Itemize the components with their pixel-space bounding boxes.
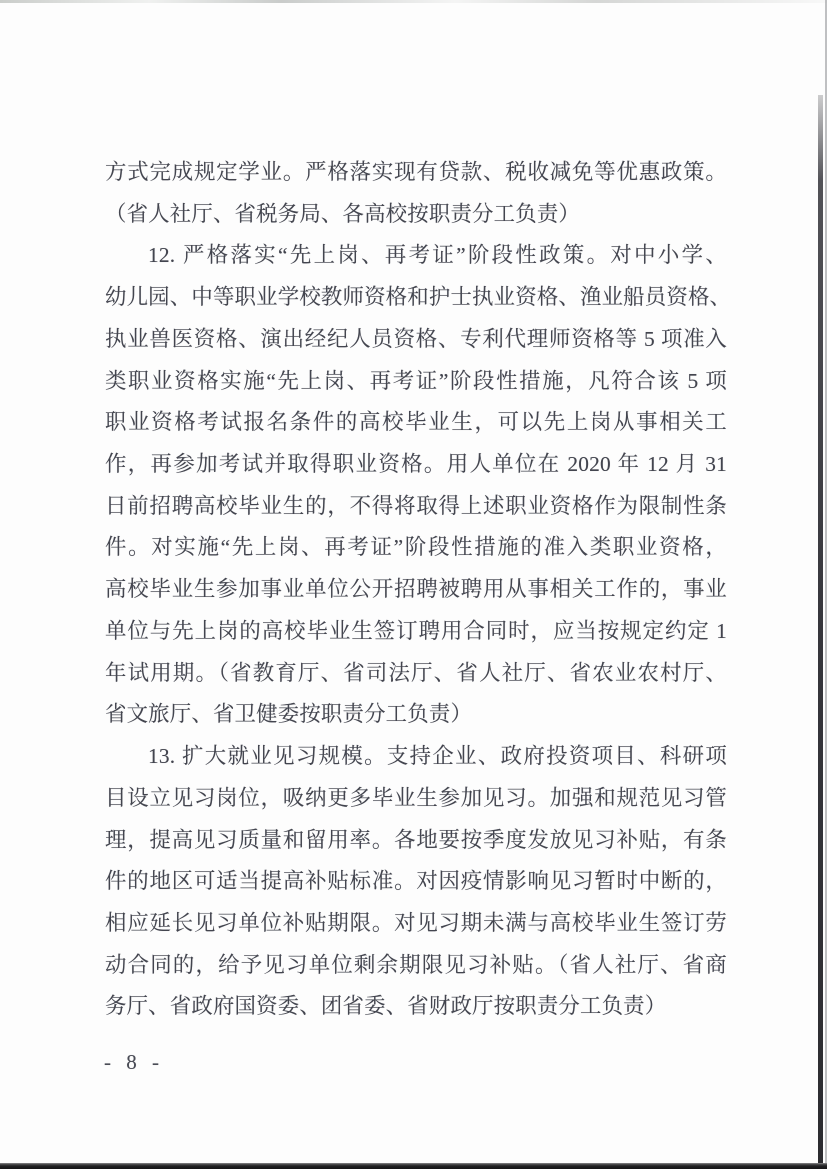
text-line: 理，提高见习质量和留用率。各地要按季度发放见习补贴，有条 bbox=[105, 827, 727, 852]
para-continuation bbox=[105, 152, 727, 235]
text-line: 日前招聘高校毕业生的，不得将取得上述职业资格作为限制性条 bbox=[105, 493, 727, 518]
text-line: 件的地区可适当提高补贴标准。对因疫情影响见习暂时中断的， bbox=[105, 869, 727, 894]
text-line: 作，再参加考试并取得职业资格。用人单位在 2020 年 12 月 31 bbox=[105, 452, 727, 477]
text-line: 12. 严格落实“先上岗、再考证”阶段性政策。对中小学、 bbox=[148, 243, 727, 268]
text-line: （省人社厅、省税务局、各高校按职责分工负责） bbox=[105, 201, 580, 226]
text-line: 方式完成规定学业。严格落实现有贷款、税收减免等优惠政策。 bbox=[105, 160, 727, 184]
text-line: 执业兽医资格、演出经纪人员资格、专利代理师资格等 5 项准入 bbox=[105, 326, 727, 351]
scan-edge-top bbox=[0, 0, 827, 3]
text-line: 类职业资格实施“先上岗、再考证”阶段性措施，凡符合该 5 项 bbox=[105, 368, 727, 393]
document-body bbox=[105, 152, 732, 1028]
text-line: 动合同的，给予见习单位剩余期限见习补贴。（省人社厅、省商 bbox=[105, 952, 727, 977]
text-line: 高校毕业生参加事业单位公开招聘被聘用从事相关工作的，事业 bbox=[105, 577, 727, 602]
para-item-12 bbox=[105, 235, 732, 736]
text-line: 单位与先上岗的高校毕业生签订聘用合同时，应当按规定约定 1 bbox=[105, 618, 727, 643]
text-line: 幼儿园、中等职业学校教师资格和护士执业资格、渔业船员资格、 bbox=[105, 285, 732, 310]
scan-edge-bottom bbox=[0, 1163, 827, 1169]
para-item-13 bbox=[105, 736, 727, 1028]
text-line: 件。对实施“先上岗、再考证”阶段性措施的准入类职业资格， bbox=[105, 535, 727, 560]
text-line: 年试用期。（省教育厅、省司法厅、省人社厅、省农业农村厅、 bbox=[105, 660, 727, 685]
text-line: 目设立见习岗位，吸纳更多毕业生参加见习。加强和规范见习管 bbox=[105, 785, 727, 810]
text-line: 务厅、省政府国资委、团省委、省财政厅按职责分工负责） bbox=[105, 994, 667, 1019]
page-number: - 8 - bbox=[104, 1050, 164, 1074]
text-line: 职业资格考试报名条件的高校毕业生，可以先上岗从事相关工 bbox=[105, 410, 727, 435]
scan-edge-right bbox=[818, 95, 823, 1169]
text-line: 相应延长见习单位补贴期限。对见习期未满与高校毕业生签订劳 bbox=[105, 910, 727, 935]
text-line: 省文旅厅、省卫健委按职责分工负责） bbox=[105, 702, 473, 727]
text-line: 13. 扩大就业见习规模。支持企业、政府投资项目、科研项 bbox=[148, 744, 727, 769]
